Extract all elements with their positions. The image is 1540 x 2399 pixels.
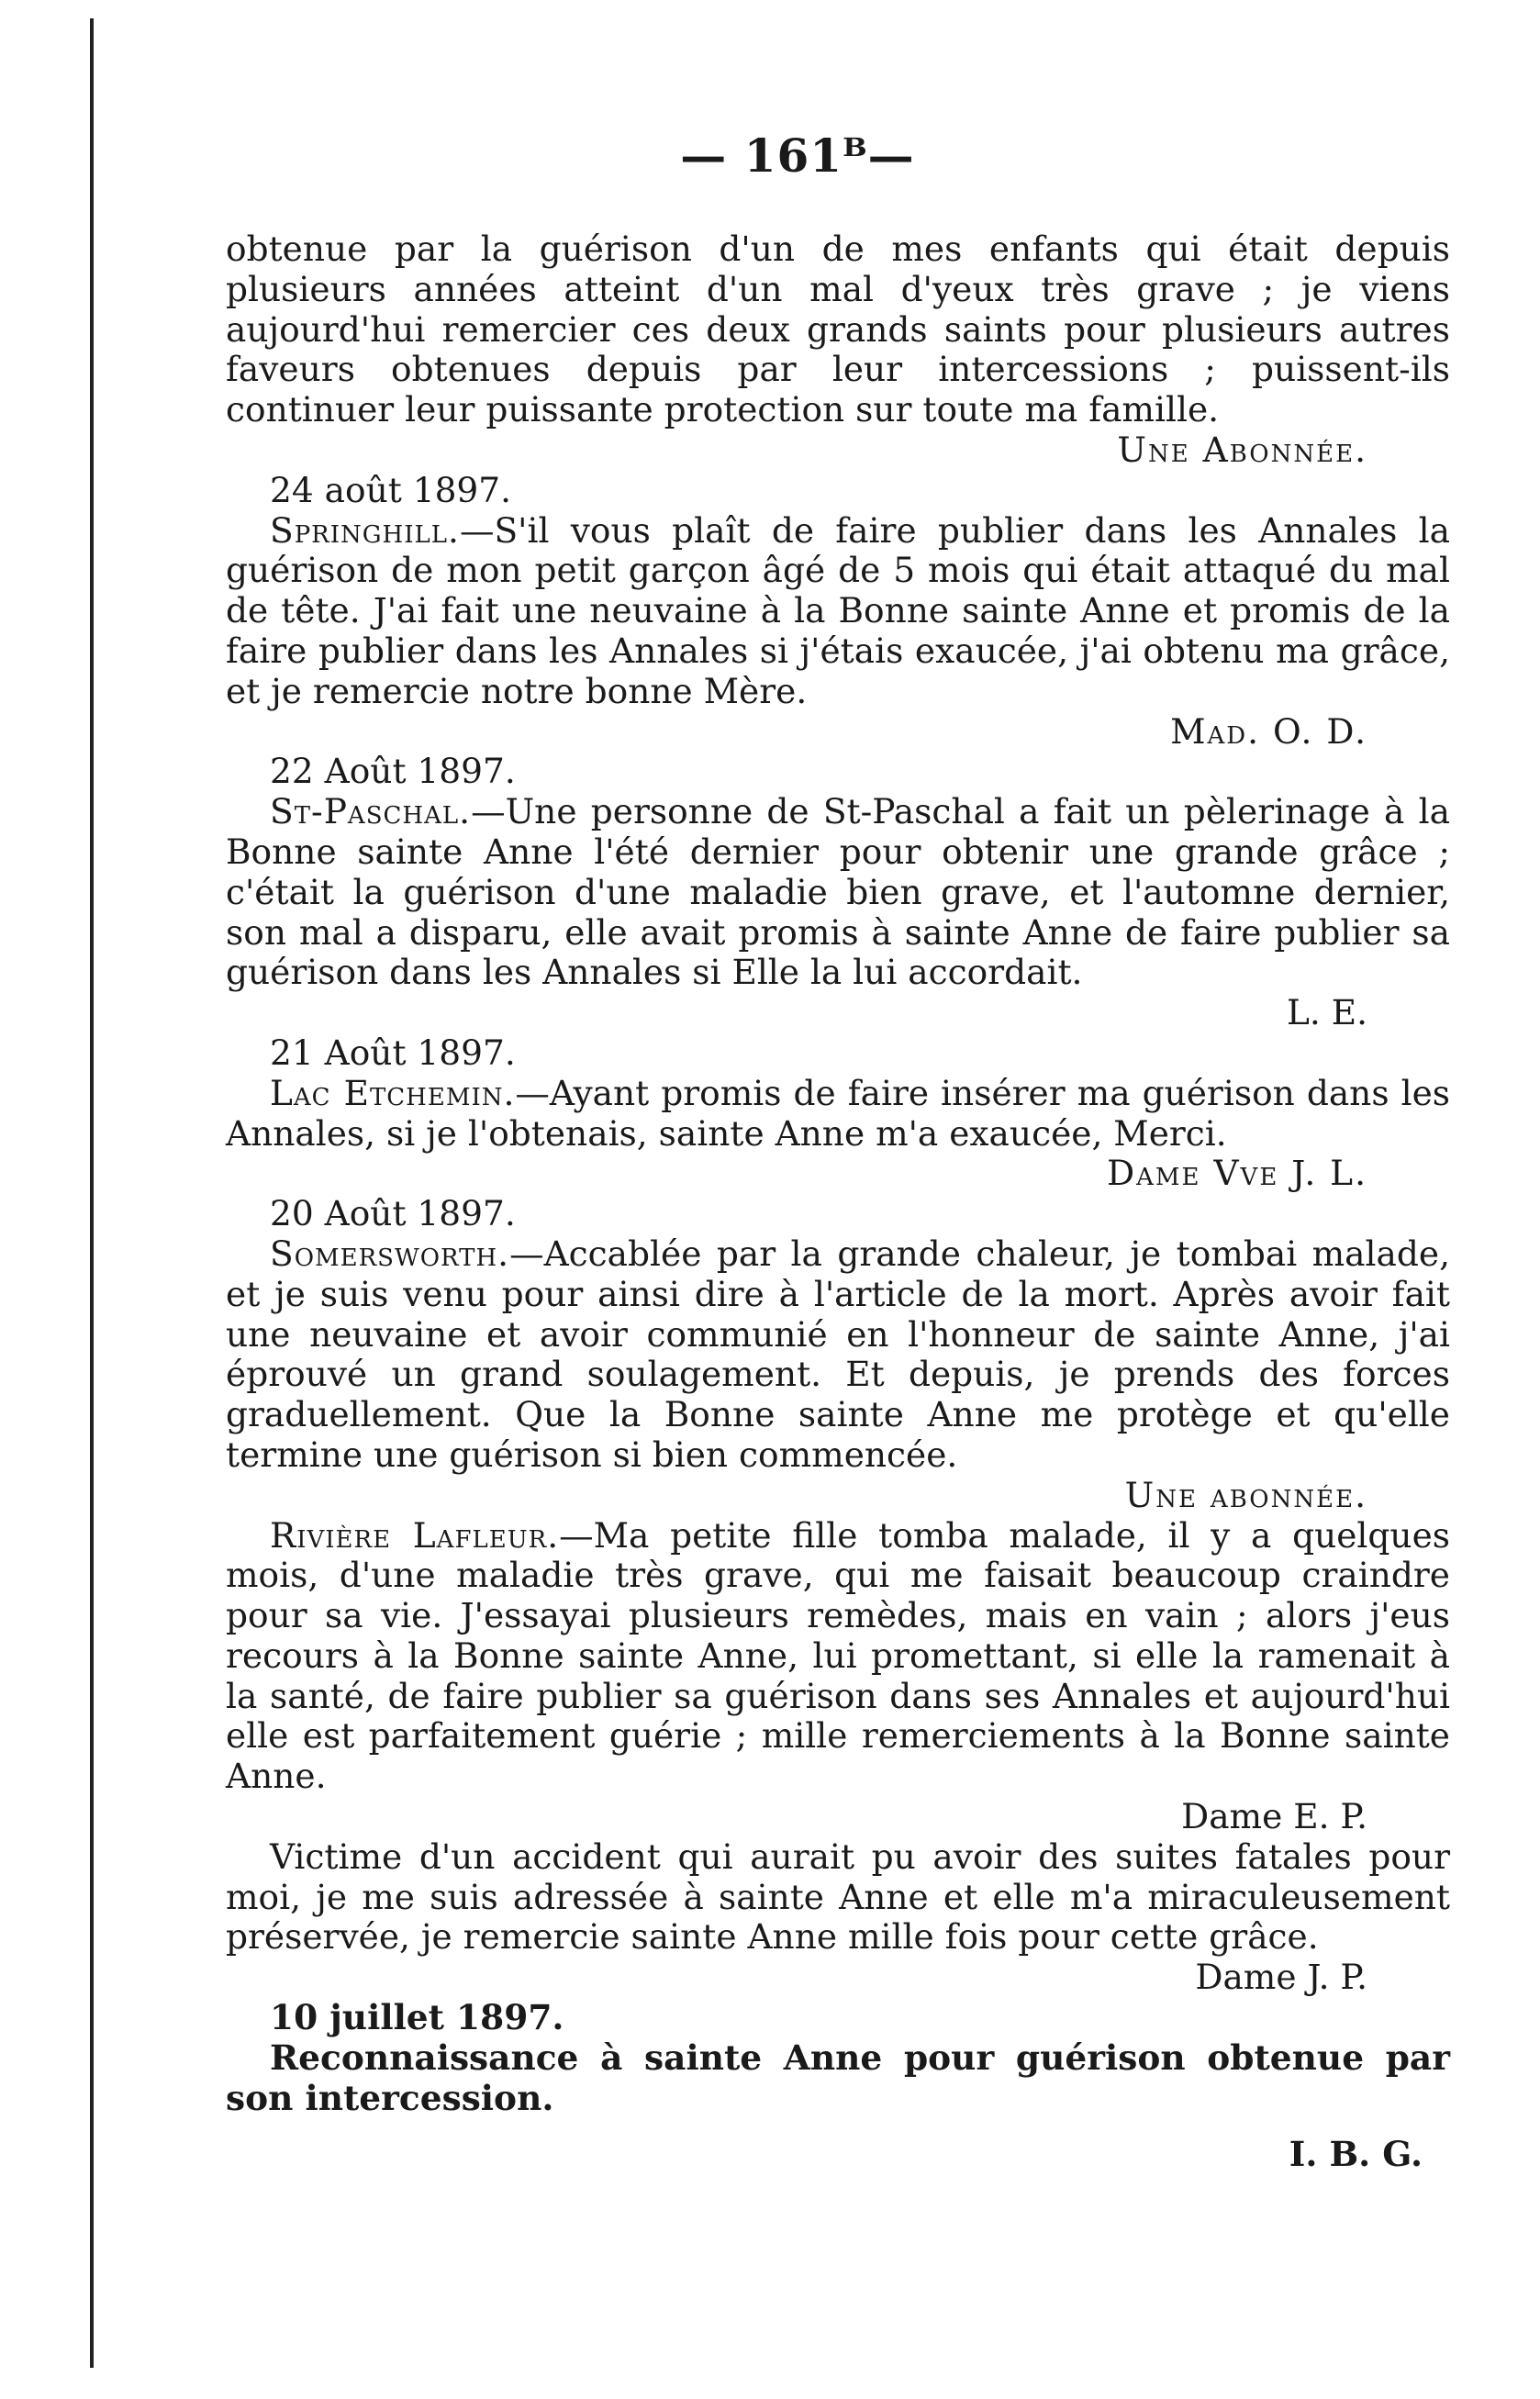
- entry-signature: Dame E. P.: [1181, 1796, 1367, 1837]
- entry-paragraph: [226, 1234, 1450, 1476]
- entry-date: 10 juillet 1897.: [270, 1997, 564, 2038]
- entry-text: —Ayant promis de faire insérer ma guérison dans les Annales, si je l'obtenais, sainte Anne m'a exaucée, Merci.: [226, 1072, 1450, 1154]
- entry-paragraph: [226, 511, 1450, 712]
- entry-text: —Accablée par la grande chaleur, je tombai malade, et je suis venu pour ainsi dire à l'article de la mort. Après avoir fait une neuvaine et avoir communié en l'honneur de sainte Anne, j'ai éprouvé un grand soulagement. Et depuis, je prends des forces graduellement. Que la Bonne sainte Anne me protège et qu'elle termine une guérison si bien commencée.: [226, 1233, 1450, 1475]
- entry-paragraph: [226, 792, 1450, 993]
- entry-signature: Dame Vve J. L.: [1107, 1153, 1367, 1194]
- entry-place: Lac Etchemin.: [270, 1072, 516, 1113]
- entry-text: —S'il vous plaît de faire publier dans les Annales la guérison de mon petit garçon âgé de 5 mois qui était attaqué du mal de tête. J'ai fait une neuvaine à la Bonne sainte Anne et promis de la faire publier dans les Annales si j'étais exaucée, j'ai obtenu ma grâce, et je remercie notre bonne Mère.: [226, 509, 1450, 711]
- entry-signature: Une Abonnée.: [1117, 429, 1367, 470]
- entry-signature: Une abonnée.: [1124, 1474, 1367, 1515]
- margin-line: [90, 18, 94, 2368]
- entry-text: Reconnaissance à sainte Anne pour guérison obtenue par son intercession.: [226, 2036, 1450, 2118]
- entry-text: Victime d'un accident qui aurait pu avoir des suites fatales pour moi, je me suis adressée à sainte Anne et elle m'a miraculeusement préservée, je remercie sainte Anne mille fois pour cette grâce.: [226, 1836, 1450, 1958]
- entry-date: 24 août 1897.: [270, 469, 512, 510]
- entry-place: St-Paschal.: [270, 791, 472, 832]
- entry-place: Somersworth.: [270, 1233, 510, 1274]
- entry-text: obtenue par la guérison d'un de mes enfants qui était depuis plusieurs années atteint d'un mal d'yeux très grave ; je viens aujourd'hui remercier ces deux grands saints pour plusieurs autres faveurs obtenues depuis par leur intercessions ; puissent-ils continuer leur puissante protection sur toute ma famille.: [226, 229, 1450, 430]
- entry-place: Springhill.: [270, 509, 460, 551]
- entry-signature: L. E.: [1286, 992, 1367, 1033]
- entry-text: —Ma petite fille tomba malade, il y a quelques mois, d'une maladie très grave, qui me faisait beaucoup craindre pour sa vie. J'essayai plusieurs remèdes, mais en vain ; alors j'eus recours à la Bonne sainte Anne, lui promettant, si elle la ramenait à la santé, de faire publier sa guérison dans ses Annales et aujourd'hui elle est parfaitement guérie ; mille remerciements à la Bonne sainte Anne.: [226, 1514, 1451, 1797]
- entry-place: Rivière Lafleur.: [270, 1514, 560, 1556]
- entry-paragraph: [226, 1074, 1450, 1155]
- entry-signature: Mad. O. D.: [1170, 710, 1367, 752]
- entry-text: —Une personne de St-Paschal a fait un pèlerinage à la Bonne sainte Anne l'été dernier pour obtenir une grande grâce ; c'était la guérison d'une maladie bien grave, et l'automne dernier, son mal a disparu, elle avait promis à sainte Anne de faire publier sa guérison dans les Annales si Elle la lui accordait.: [226, 791, 1450, 993]
- entry-paragraph: [226, 1516, 1450, 1798]
- text-block: [226, 229, 1450, 2175]
- entry-signature: Dame J. P.: [1195, 1957, 1367, 1998]
- entry-date: 20 Août 1897.: [270, 1193, 516, 1234]
- entry-date: 22 Août 1897.: [270, 751, 516, 792]
- entry-signature: I. B. G.: [1289, 2134, 1423, 2175]
- entry-date: 21 Août 1897.: [270, 1032, 516, 1073]
- page-number: — 161ᴮ—: [680, 128, 915, 183]
